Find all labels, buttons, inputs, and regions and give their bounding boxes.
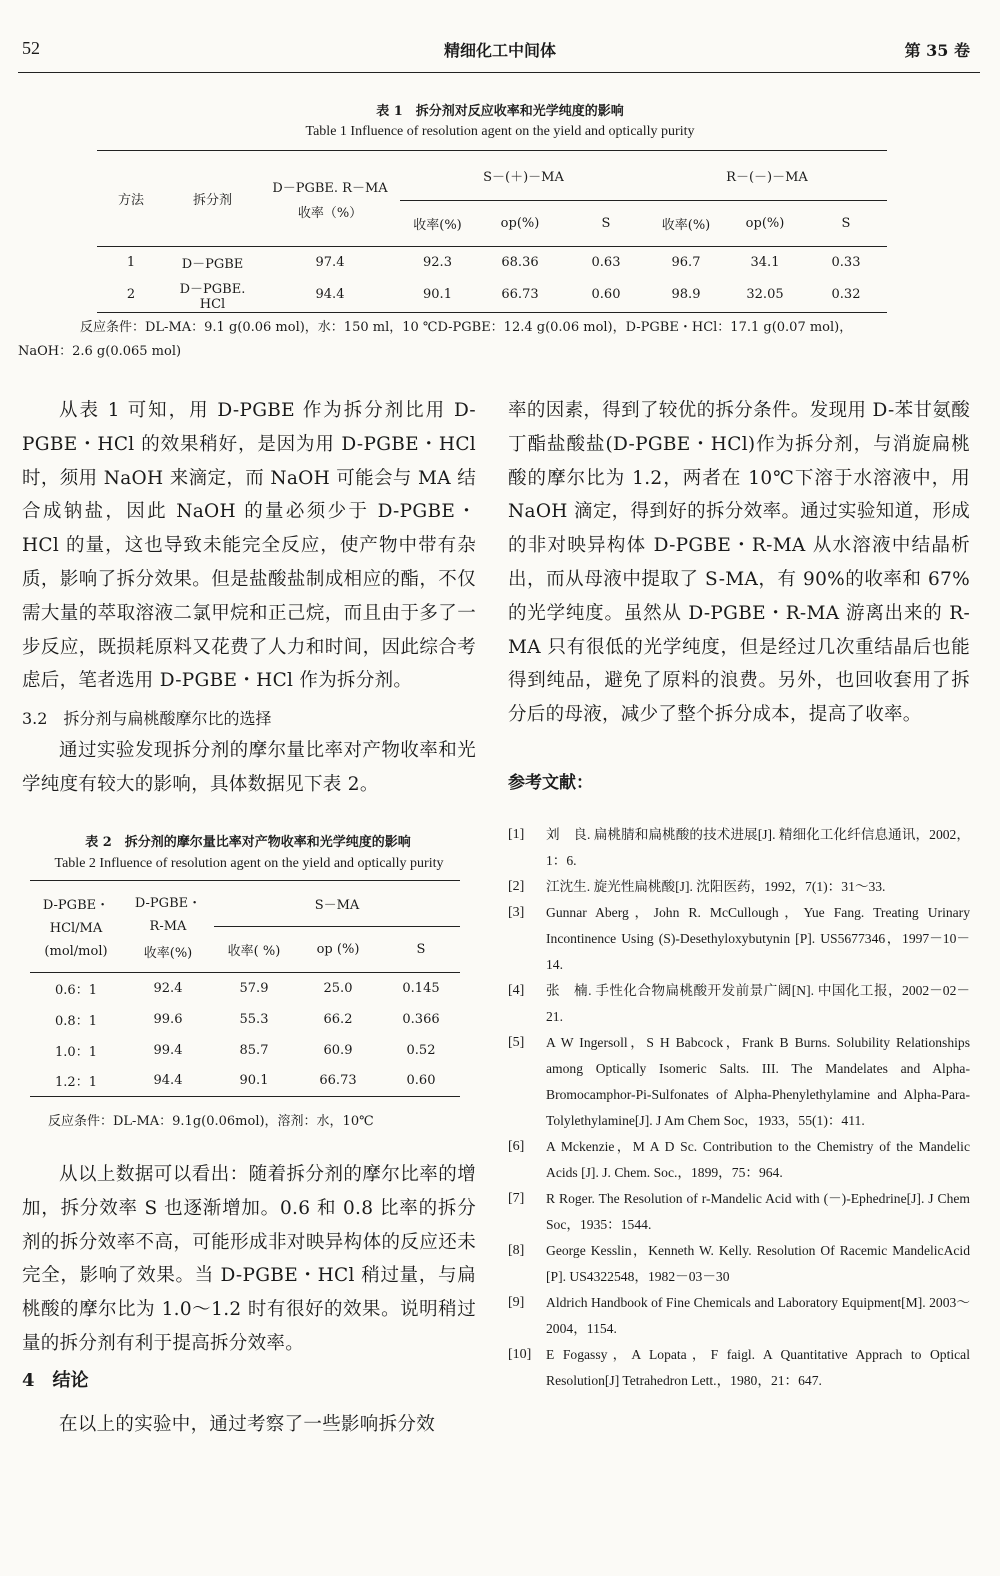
- table1-caption-en: Table 1 Influence of resolution agent on the yield and optically purity: [305, 124, 695, 139]
- t2-cell: 60.9: [323, 1042, 353, 1058]
- table1-caption-cn: 表 1 拆分剂对反应收率和光学纯度的影响: [376, 104, 624, 119]
- t1-sub-s-op: op(%): [475, 201, 565, 247]
- volume-label: 第 35 卷: [904, 41, 970, 60]
- t1-cell: 97.4: [315, 254, 345, 270]
- journal-title: 精细化工中间体: [443, 41, 556, 60]
- t2-cell: 0.6：1: [55, 982, 97, 998]
- table-row: [97, 278, 887, 313]
- reference-text: Aldrich Handbook of Fine Chemicals and Laboratory Equipment[M]. 2003～2004，1154.: [546, 1295, 970, 1336]
- t1-cell: 2: [97, 278, 165, 313]
- reference-text: 江沈生. 旋光性扁桃酸[J]. 沈阳医药，1992，7(1)：31～33.: [546, 879, 886, 894]
- t2-header-ratio-line2: HCl/MA: [49, 921, 103, 936]
- reference-text: A W Ingersoll，S H Babcock，Frank B Burns. Solubility Relationships among Optically Isomeric Salts. III. The Mandelates and Alpha-Bromocamphor-Pi-Sulfonates of Alpha-Phenylethylamine and Alpha-Para-Tolylethylamine[J]. J Am Chem Soc，1933，55(1)：411.: [546, 1035, 970, 1128]
- t2-header-ratio-line3: (mol/mol): [44, 944, 108, 959]
- left-paragraph-1: 从表 1 可知，用 D-PGBE 作为拆分剂比用 D-PGBE・HCl 的效果稍好，是因为用 D-PGBE・HCl 时，须用 NaOH 来滴定，而 NaOH 可能会与 MA 结合成钠盐，因此 NaOH 的量必须少于 D-PGBE・HCl 的量，这也导致未能完全反应，使产物中带有杂质，影响了拆分效果。但是盐酸盐制成相应的酯，不仅需大量的萃取溶液二氯甲烷和正己烷，而且由于多了一步反应，既损耗原料又花费了人力和时间，因此综合考虑后，笔者选用 D-PGBE・HCl 作为拆分剂。: [22, 400, 476, 692]
- t2-cell: 94.4: [122, 1066, 214, 1097]
- reference-number: [5]: [508, 1035, 525, 1050]
- table1-note-line1: 反应条件：DL-MA：9.1 g(0.06 mol)，水：150 ml，10 ℃D-PGBE：12.4 g(0.06 mol)，D-PGBE・HCl：17.1 g(0.07 mol)，: [80, 320, 853, 335]
- reference-number: [7]: [508, 1191, 525, 1206]
- t2-header-ratio-line1: D-PGBE・: [42, 898, 110, 913]
- reference-text: R Roger. The Resolution of r-Mandelic Acid with (－)-Ephedrine[J]. J Chem Soc，1935：1544.: [546, 1191, 970, 1232]
- page-number: 52: [22, 38, 40, 58]
- t2-sub-op: op (%): [294, 927, 382, 973]
- t2-cell: 0.52: [406, 1042, 436, 1058]
- t1-cell: 0.63: [591, 254, 621, 270]
- t2-header-yield-line3: 收率(%): [143, 946, 193, 961]
- t2-sub-yield: 收率( %): [214, 927, 294, 973]
- table1: [97, 150, 887, 313]
- t1-cell: D－PGBE. HCl: [165, 278, 260, 313]
- t1-sub-r-op: op(%): [725, 201, 805, 247]
- t2-header-yield: [122, 881, 214, 973]
- t1-cell: 32.05: [725, 278, 805, 313]
- t2-cell: 55.3: [239, 1011, 269, 1027]
- t2-group-s: S－MA: [214, 881, 460, 927]
- t1-sub-r-s: S: [805, 201, 887, 247]
- reference-item: [508, 822, 970, 874]
- t1-cell: 94.4: [260, 278, 400, 313]
- reference-text: E Fogassy，A Lopata，F faigl. A Quantitative Apprach to Optical Resolution[J] Tetrahedron Lett.，1980，21：647.: [546, 1347, 970, 1388]
- t1-cell: D－PGBE: [181, 256, 244, 272]
- t1-cell: 34.1: [750, 254, 780, 270]
- reference-item: [508, 900, 970, 978]
- t1-sub-s-s: S: [565, 201, 647, 247]
- reference-item: [508, 1238, 970, 1290]
- t2-cell: 85.7: [239, 1042, 269, 1058]
- reference-number: [10]: [508, 1347, 532, 1362]
- table2-caption-cn: 表 2 拆分剂的摩尔量比率对产物收率和光学纯度的影响: [85, 835, 411, 850]
- table-row: [97, 247, 887, 278]
- t2-cell: 99.6: [153, 1011, 183, 1027]
- t1-cell: 1: [126, 254, 136, 270]
- reference-text: Gunnar Aberg，John R. McCullough，Yue Fang. Treating Urinary Incontinence Using (S)-Desethyloxybutynin [P]. US5677346，1997－10－14.: [546, 905, 970, 972]
- t2-cell: 25.0: [323, 980, 353, 996]
- table2-note: 反应条件：DL-MA：9.1g(0.06mol)，溶剂：水，10℃: [48, 1114, 374, 1129]
- t1-cell: 0.33: [831, 254, 861, 270]
- reference-item: [508, 874, 970, 900]
- t1-header-yield-line1: D－PGBE. R－MA: [272, 180, 388, 196]
- left-paragraph-4: 在以上的实验中，通过考察了一些影响拆分效: [59, 1414, 436, 1435]
- t1-header-yield-line2: 收率（%）: [297, 205, 363, 221]
- t1-header-yield: [260, 151, 400, 247]
- t1-header-agent: 拆分剂: [165, 151, 260, 247]
- header-rule: [18, 72, 980, 73]
- table1-note-line2: NaOH：2.6 g(0.065 mol): [18, 344, 182, 359]
- t2-header-yield-line1: D-PGBE・: [134, 896, 202, 911]
- table-row: [30, 1035, 460, 1066]
- t1-cell: 98.9: [647, 278, 725, 313]
- t2-cell: 1.0：1: [55, 1044, 97, 1060]
- section-4-heading: 4 结论: [22, 1370, 89, 1391]
- t2-cell: 0.145: [402, 980, 440, 996]
- t1-cell: 0.60: [565, 278, 647, 313]
- t2-cell: 1.2：1: [30, 1066, 122, 1097]
- table-row: [30, 1066, 460, 1097]
- reference-item: [508, 1030, 970, 1134]
- reference-item: [508, 1290, 970, 1342]
- reference-text: 刘 良. 扁桃腈和扁桃酸的技术进展[J]. 精细化工化纤信息通讯，2002，1：6.: [546, 827, 970, 868]
- t2-cell: 0.366: [402, 1011, 440, 1027]
- t2-cell: 0.8：1: [55, 1013, 97, 1029]
- references-heading: 参考文献：: [508, 773, 593, 793]
- t1-sub-r-yield: 收率(%): [647, 201, 725, 247]
- t1-cell: 92.3: [423, 254, 452, 270]
- reference-item: [508, 1134, 970, 1186]
- t2-cell: 57.9: [239, 980, 269, 996]
- t1-cell: 96.7: [671, 254, 701, 270]
- reference-list: [508, 822, 970, 1394]
- reference-text: A Mckenzie，M A D Sc. Contribution to the Chemistry of the Mandelic Acids [J]. J. Chem. Soc.，1899，75：964.: [546, 1139, 970, 1180]
- table2: [30, 880, 460, 1097]
- table2-caption-en: Table 2 Influence of resolution agent on the yield and optically purity: [54, 856, 444, 871]
- t1-group-s: S－(＋)－MA: [400, 151, 647, 201]
- reference-number: [4]: [508, 983, 525, 998]
- t2-cell: 66.2: [323, 1011, 353, 1027]
- t2-header-yield-line2: R-MA: [149, 919, 187, 934]
- t1-cell: 0.32: [805, 278, 887, 313]
- t2-sub-s: S: [382, 927, 460, 973]
- reference-number: [1]: [508, 827, 525, 842]
- t2-cell: 92.4: [153, 980, 183, 996]
- reference-number: [3]: [508, 905, 525, 920]
- table-row: [30, 1004, 460, 1035]
- t1-sub-s-yield: 收率(%): [400, 201, 475, 247]
- left-paragraph-2: 通过实验发现拆分剂的摩尔量比率对产物收率和光学纯度有较大的影响，具体数据见下表 2。: [22, 740, 476, 795]
- reference-number: [2]: [508, 879, 525, 894]
- reference-number: [9]: [508, 1295, 525, 1310]
- section-3-2-heading: 3.2 拆分剂与扁桃酸摩尔比的选择: [22, 709, 272, 728]
- t2-cell: 66.73: [294, 1066, 382, 1097]
- right-paragraph-1: 率的因素，得到了较优的拆分条件。发现用 D-苯甘氨酸丁酯盐酸盐(D-PGBE・HCl)作为拆分剂，与消旋扁桃酸的摩尔比为 1.2，两者在 10℃下溶于水溶液中，用 NaOH 滴定，得到好的拆分效率。通过实验知道，形成的非对映异构体 D-PGBE・R-MA 从水溶液中结晶析出，而从母液中提取了 S-MA，有 90%的收率和 67%的光学纯度。虽然从 D-PGBE・R-MA 游离出来的 R-MA 只有很低的光学纯度，但是经过几次重结晶后也能得到纯品，避免了原料的浪费。另外，也回收套用了拆分后的母液，减少了整个拆分成本，提高了收率。: [508, 400, 970, 726]
- t2-cell: 90.1: [214, 1066, 294, 1097]
- t1-group-r: R－(－)－MA: [647, 151, 887, 201]
- reference-item: [508, 978, 970, 1030]
- t2-cell: 0.60: [382, 1066, 460, 1097]
- table-row: [30, 973, 460, 1004]
- reference-text: George Kesslin，Kenneth W. Kelly. Resolution Of Racemic MandelicAcid [P]. US4322548，1982－03－30: [546, 1243, 970, 1284]
- t2-cell: 99.4: [153, 1042, 183, 1058]
- t2-header-ratio: [30, 881, 122, 973]
- t1-cell: 68.36: [501, 254, 539, 270]
- t1-header-method: 方法: [97, 151, 165, 247]
- t1-cell: 90.1: [400, 278, 475, 313]
- reference-item: [508, 1186, 970, 1238]
- reference-number: [8]: [508, 1243, 525, 1258]
- reference-text: 张 楠. 手性化合物扁桃酸开发前景广阔[N]. 中国化工报，2002－02－21.: [546, 983, 970, 1024]
- left-paragraph-3: 从以上数据可以看出：随着拆分剂的摩尔比率的增加，拆分效率 S 也逐渐增加。0.6 和 0.8 比率的拆分剂的拆分效率不高，可能形成非对映异构体的反应还未完全，影响了效果。当 D-PGBE・HCl 稍过量，与扁桃酸的摩尔比为 1.0～1.2 时有很好的效果。说明稍过量的拆分剂有利于提高拆分效率。: [22, 1164, 476, 1354]
- t1-cell: 66.73: [475, 278, 565, 313]
- reference-number: [6]: [508, 1139, 525, 1154]
- reference-item: [508, 1342, 970, 1394]
